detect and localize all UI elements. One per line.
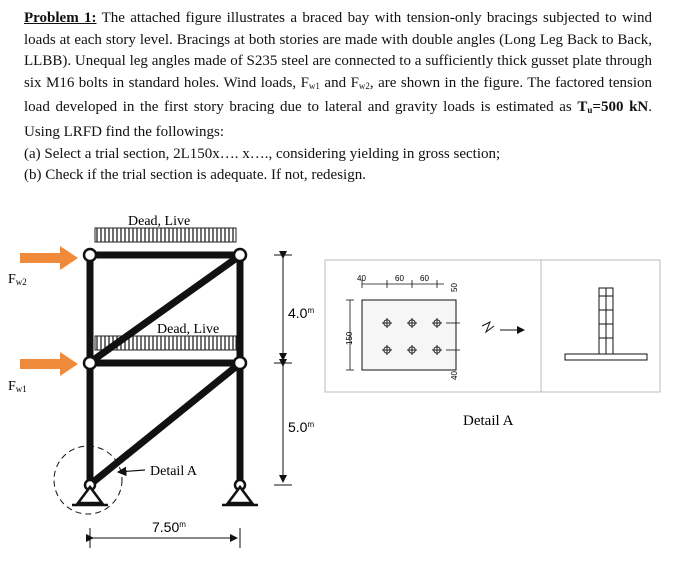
joint bbox=[234, 249, 246, 261]
span-length: 7.50$^m$ bbox=[152, 519, 186, 535]
problem-mid: , are shown in the figure. The factored tension load developed in the first story bracing due to lateral and gravity loads is estimated as bbox=[24, 74, 653, 116]
joint bbox=[234, 357, 246, 369]
dim-50: 50 bbox=[450, 283, 459, 292]
tu-subscript: u bbox=[587, 105, 593, 116]
fw2-label: Fw2 bbox=[8, 272, 27, 287]
mid-load-label: Dead, Live bbox=[157, 322, 220, 337]
fw2-arrow bbox=[20, 246, 78, 270]
tu-symbol: T bbox=[577, 99, 588, 116]
fw1-arrow bbox=[20, 352, 78, 376]
dim-150: 150 bbox=[345, 331, 354, 345]
part-a: (a) Select a trial section, 2L150x…. x…., considering yielding in gross section; bbox=[24, 145, 501, 162]
top-load-label: Dead, Live bbox=[128, 214, 191, 229]
dim-60-b: 60 bbox=[420, 274, 429, 283]
detail-a-label: Detail A bbox=[150, 464, 198, 479]
tu-value: =500 kN bbox=[592, 99, 649, 116]
fw1-subscript: w1 bbox=[308, 80, 320, 91]
joint bbox=[84, 249, 96, 261]
left-pin-support bbox=[72, 487, 108, 505]
dim-60-a: 60 bbox=[395, 274, 404, 283]
top-distributed-load bbox=[95, 228, 236, 242]
angle-leg bbox=[362, 300, 456, 370]
lower-story-height: 5.0$^m$ bbox=[288, 419, 315, 435]
problem-heading: Problem 1: bbox=[24, 10, 97, 26]
word-and: and bbox=[324, 74, 347, 91]
part-b: (b) Check if the trial section is adequate. If not, redesign. bbox=[24, 167, 366, 184]
dim-40-top: 40 bbox=[357, 274, 366, 283]
upper-story-height: 4.0$^m$ bbox=[288, 305, 315, 321]
joint bbox=[84, 357, 96, 369]
problem-intro: The attached figure illustrates a braced bay with tension-only bracings subjected to wind loads at each story level. Bracings at both stories are made with double angles (Long Leg Back to Back, LLBB). Unequal leg angles made of S235 steel are connected to a sufficiently thick gusset plate through six M16 bolts in standard holes. Wind loads, F bbox=[24, 10, 653, 91]
detail-a-caption: Detail A bbox=[463, 413, 514, 429]
problem-end: . Using LRFD find the followings: bbox=[24, 99, 652, 140]
fw2-symbol: F bbox=[350, 74, 359, 91]
detail-a-leader bbox=[118, 470, 145, 472]
fw1-label: Fw1 bbox=[8, 379, 27, 394]
dim-40-side: 40 bbox=[450, 371, 459, 380]
fw2-subscript: w2 bbox=[358, 80, 370, 91]
right-pin-support bbox=[222, 487, 258, 505]
